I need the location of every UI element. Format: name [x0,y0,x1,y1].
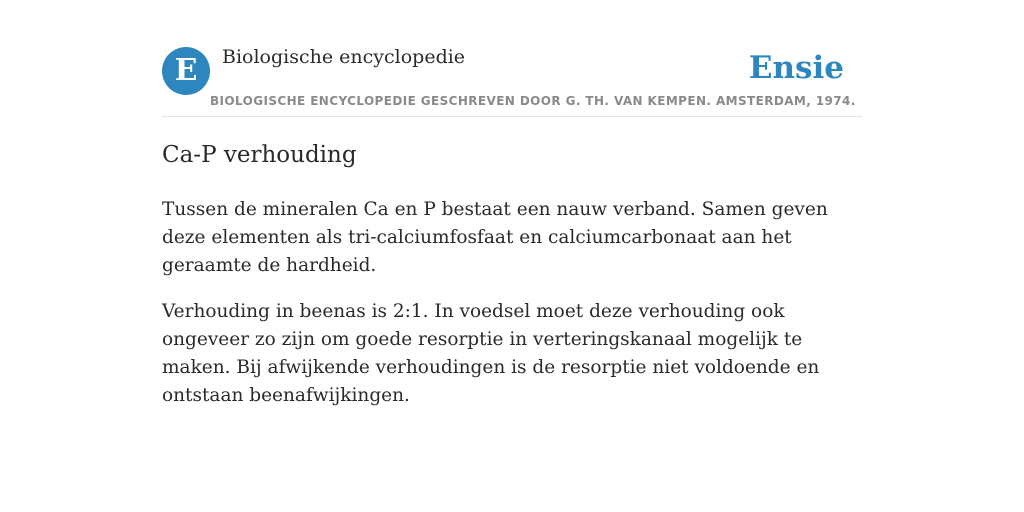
source-logo-icon[interactable]: E [162,47,210,95]
article [162,138,862,428]
ensie-brand-logo[interactable]: Ensie [748,50,844,86]
source-subtitle: BIOLOGISCHE ENCYCLOPEDIE GESCHREVEN DOOR G. TH. VAN KEMPEN. AMSTERDAM, 1974. [210,94,856,108]
article-paragraph: Verhouding in beenas is 2:1. In voedsel moet deze verhouding ook ongeveer zo zijn om goede resorptie in verteringskanaal mogelijk te maken. Bij afwijkende verhoudingen is de resorptie niet voldoende en ontstaan beenafwijkingen. [162,301,820,406]
article-paragraph: Tussen de mineralen Ca en P bestaat een nauw verband. Samen geven deze elementen als tri-calciumfosfaat en calciumcarbonaat aan het geraamte de hardheid. [162,199,828,276]
source-title-link[interactable]: Biologische encyclopedie [222,46,466,68]
article-title: Ca-P verhouding [162,142,357,168]
source-header [162,44,862,117]
